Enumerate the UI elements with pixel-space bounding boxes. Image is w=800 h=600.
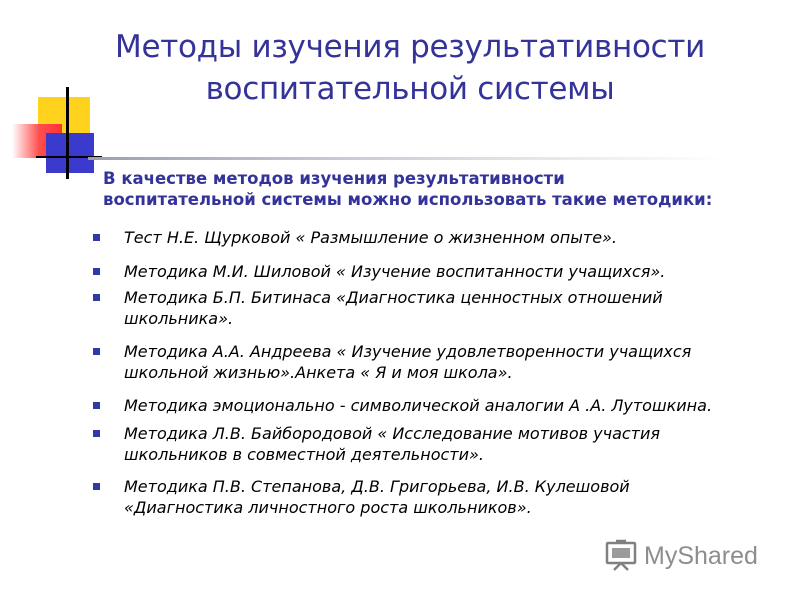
bullet-icon <box>93 294 100 301</box>
bullet-icon <box>93 234 100 241</box>
slide-title-line: воспитательной системы <box>205 71 615 107</box>
list-item-line: Методика Б.П. Битинаса «Диагностика ценностных отношений <box>124 288 663 307</box>
slide-title-line: Методы изучения результативности <box>115 29 705 65</box>
list-item-line: Тест Н.Е. Щурковой « Размышление о жизненном опыте». <box>124 228 617 247</box>
list-item-text <box>124 423 784 465</box>
list-item-line: Методика А.А. Андреева « Изучение удовлетворенности учащихся <box>124 342 692 361</box>
intro-line: воспитательной системы можно использовать такие методики: <box>103 190 713 209</box>
bullet-icon <box>93 402 100 409</box>
bullet-icon <box>93 483 100 490</box>
list-item-text <box>124 395 784 416</box>
list-item-text <box>124 476 784 518</box>
list-item-line: Методика М.И. Шиловой « Изучение воспитанности учащихся». <box>124 262 666 281</box>
intro-line: В качестве методов изучения результативности <box>103 169 565 188</box>
list-item-line: Методика Л.В. Байбородовой « Исследование мотивов участия <box>124 424 661 443</box>
watermark-logo <box>604 539 774 571</box>
list-item-line: Методика П.В. Степанова, Д.В. Григорьева, И.В. Кулешовой <box>124 477 630 496</box>
bullet-icon <box>93 430 100 437</box>
presentation-board-icon <box>604 539 774 571</box>
list-item-text <box>124 287 784 329</box>
bullet-icon <box>93 268 100 275</box>
list-item-line: школьной жизнью».Анкета « Я и моя школа». <box>124 363 513 382</box>
list-item-line: Методика эмоционально - символической аналогии А .А. Лутошкина. <box>124 396 713 415</box>
list-item-text <box>124 341 784 383</box>
list-item-line: школьника». <box>124 309 234 328</box>
list-item-line: «Диагностика личностного роста школьников». <box>124 498 532 517</box>
list-item-line: школьников в совместной деятельности». <box>124 445 484 464</box>
list-item-text <box>124 261 784 282</box>
bullet-icon <box>93 348 100 355</box>
list-item-text <box>124 227 784 248</box>
watermark-text: MyShared <box>644 542 758 570</box>
